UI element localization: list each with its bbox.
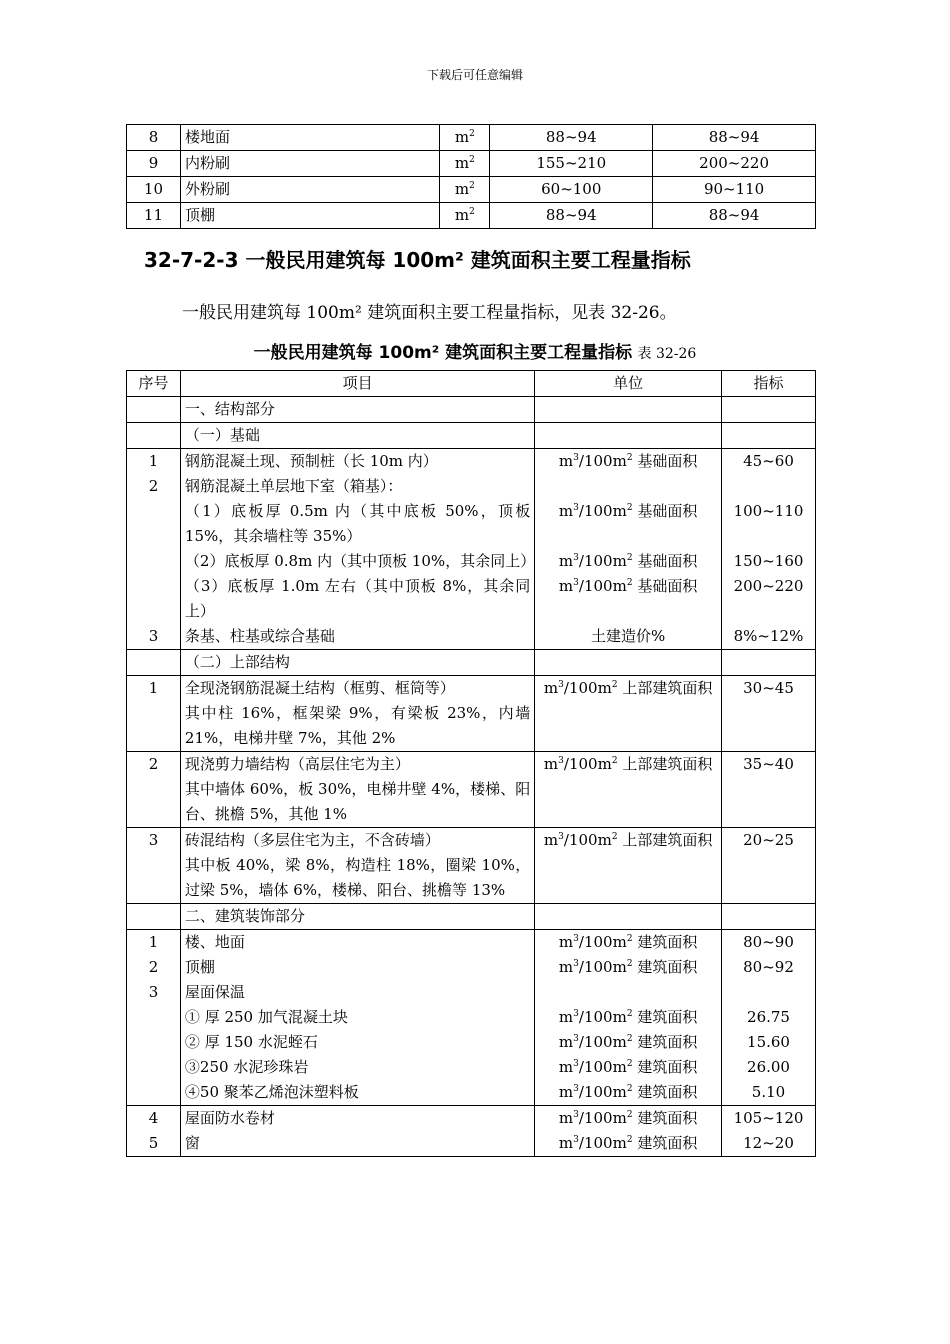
- row-number: 3: [127, 828, 181, 904]
- row-number: 1 2 3: [127, 930, 181, 1106]
- table-row: [127, 549, 816, 574]
- row-unit: $m^3/100m^2$ 基础面积: [535, 449, 722, 500]
- row-unit: $m^3/100m^2$ 上部建筑面积: [535, 752, 722, 828]
- row-item: 二、建筑装饰部分: [180, 904, 534, 930]
- row-unit: $m^2$: [440, 151, 490, 177]
- row-unit: [535, 423, 722, 449]
- row-unit: $m^3/100m^2$ 基础面积: [535, 499, 722, 549]
- row-value: 100~110: [722, 499, 816, 549]
- row-item: 内粉刷: [180, 151, 439, 177]
- row-unit: $m^3/100m^2$ 基础面积: [535, 549, 722, 574]
- row-number: 4 5: [127, 1106, 181, 1157]
- column-header: 单位: [535, 371, 722, 397]
- row-value-a: 88~94: [490, 125, 653, 151]
- row-value: 20~25: [722, 828, 816, 904]
- row-item: 砖混结构（多层住宅为主，不含砖墙） 其中板 40%，梁 8%，构造柱 18%，圈梁 10%，过梁 5%，墙体 6%，楼梯、阳台、挑檐等 13%: [180, 828, 534, 904]
- row-value: 35~40: [722, 752, 816, 828]
- row-item: （1）底板厚 0.5m 内（其中底板 50%，顶板 15%，其余墙柱等 35%）: [180, 499, 534, 549]
- row-unit: 土建造价%: [535, 624, 722, 650]
- row-item: 全现浇钢筋混凝土结构（框剪、框筒等） 其中柱 16%，框架梁 9%，有梁板 23%，内墙 21%，电梯井壁 7%，其他 2%: [180, 676, 534, 752]
- row-item: 外粉刷: [180, 177, 439, 203]
- row-value: 80~90 80~92 26.75 15.60 26.00 5.10: [722, 930, 816, 1106]
- quantity-index-table: [126, 370, 816, 1157]
- table-row: [127, 449, 816, 500]
- row-number: 8: [127, 125, 181, 151]
- table-row: [127, 574, 816, 624]
- row-unit: $m^3/100m^2$ 建筑面积 $m^3/100m^2$ 建筑面积: [535, 1106, 722, 1157]
- row-item: 一、结构部分: [180, 397, 534, 423]
- row-unit: $m^2$: [440, 125, 490, 151]
- row-number: 2: [127, 752, 181, 828]
- row-value-a: 60~100: [490, 177, 653, 203]
- row-unit: $m^2$: [440, 177, 490, 203]
- row-number: [127, 499, 181, 549]
- row-value: 105~120 12~20: [722, 1106, 816, 1157]
- row-item: 屋面防水卷材 窗: [180, 1106, 534, 1157]
- row-number: 3: [127, 624, 181, 650]
- table-row: [127, 828, 816, 904]
- row-item: 楼地面: [180, 125, 439, 151]
- row-value: [722, 423, 816, 449]
- row-number: 9: [127, 151, 181, 177]
- row-number: [127, 904, 181, 930]
- row-unit: [535, 904, 722, 930]
- row-value: 30~45: [722, 676, 816, 752]
- table-row: [127, 930, 816, 1106]
- row-number: [127, 397, 181, 423]
- row-number: 10: [127, 177, 181, 203]
- header-row: [127, 371, 816, 397]
- row-item: 钢筋混凝土现、预制桩（长 10m 内） 钢筋混凝土单层地下室（箱基）：: [180, 449, 534, 500]
- intro-paragraph: 一般民用建筑每 100m² 建筑面积主要工程量指标，见表 32-26。: [182, 303, 677, 323]
- row-unit: $m^3/100m^2$ 上部建筑面积: [535, 676, 722, 752]
- page-header: 下载后可任意编辑: [426, 68, 523, 82]
- column-header: 序号: [127, 371, 181, 397]
- table-row: [127, 423, 816, 449]
- row-number: [127, 650, 181, 676]
- row-value: 45~60: [722, 449, 816, 500]
- row-number: [127, 549, 181, 574]
- row-item: 现浇剪力墙结构（高层住宅为主） 其中墙体 60%，板 30%，电梯井壁 4%，楼梯、阳台、挑檐 5%，其他 1%: [180, 752, 534, 828]
- row-unit: $m^3/100m^2$ 上部建筑面积: [535, 828, 722, 904]
- table-caption: [0, 338, 950, 363]
- row-item: （3）底板厚 1.0m 左右（其中顶板 8%，其余同上）: [180, 574, 534, 624]
- row-item: 楼、地面 顶棚 屋面保温 ① 厚 250 加气混凝土块 ② 厚 150 水泥蛭石 ③250 水泥珍珠岩 ④50 聚苯乙烯泡沫塑料板: [180, 930, 534, 1106]
- table-row: [127, 624, 816, 650]
- row-value: 8%~12%: [722, 624, 816, 650]
- table-row: [127, 752, 816, 828]
- row-number: [127, 574, 181, 624]
- row-unit: $m^3/100m^2$ 建筑面积 $m^3/100m^2$ 建筑面积 $m^3/100m^2$ 建筑面积 $m^3/100m^2$ 建筑面积 $m^3/100m^2$ 建筑面积 $m^3/100m^2$ 建筑面积: [535, 930, 722, 1106]
- row-number: [127, 423, 181, 449]
- row-item: （一）基础: [180, 423, 534, 449]
- row-value: [722, 397, 816, 423]
- row-value-b: 88~94: [653, 125, 816, 151]
- row-value-b: 88~94: [653, 203, 816, 229]
- table-row: [127, 499, 816, 549]
- caption-title: 一般民用建筑每 100m² 建筑面积主要工程量指标: [253, 343, 633, 363]
- table-row: [127, 650, 816, 676]
- row-value-a: 155~210: [490, 151, 653, 177]
- row-value-b: 200~220: [653, 151, 816, 177]
- row-item: 条基、柱基或综合基础: [180, 624, 534, 650]
- caption-number: 表 32-26: [637, 346, 697, 362]
- row-number: 1: [127, 676, 181, 752]
- table-continued: [126, 124, 816, 229]
- row-value: 150~160: [722, 549, 816, 574]
- column-header: 指标: [722, 371, 816, 397]
- row-item: （2）底板厚 0.8m 内（其中顶板 10%，其余同上）: [180, 549, 534, 574]
- row-item: 顶棚: [180, 203, 439, 229]
- column-header: 项目: [180, 371, 534, 397]
- row-value: [722, 650, 816, 676]
- row-value: 200~220: [722, 574, 816, 624]
- row-item: （二）上部结构: [180, 650, 534, 676]
- row-number: 1 2: [127, 449, 181, 500]
- table-row: [127, 125, 816, 151]
- row-value-a: 88~94: [490, 203, 653, 229]
- row-number: 11: [127, 203, 181, 229]
- table-row: [127, 1106, 816, 1157]
- table-row: [127, 203, 816, 229]
- table-row: [127, 904, 816, 930]
- section-heading: 32-7-2-3 一般民用建筑每 100m² 建筑面积主要工程量指标: [144, 248, 691, 272]
- table-row: [127, 676, 816, 752]
- table-row: [127, 397, 816, 423]
- row-value: [722, 904, 816, 930]
- row-unit: $m^2$: [440, 203, 490, 229]
- row-unit: [535, 397, 722, 423]
- table-row: [127, 151, 816, 177]
- row-unit: $m^3/100m^2$ 基础面积: [535, 574, 722, 624]
- table-row: [127, 177, 816, 203]
- row-value-b: 90~110: [653, 177, 816, 203]
- row-unit: [535, 650, 722, 676]
